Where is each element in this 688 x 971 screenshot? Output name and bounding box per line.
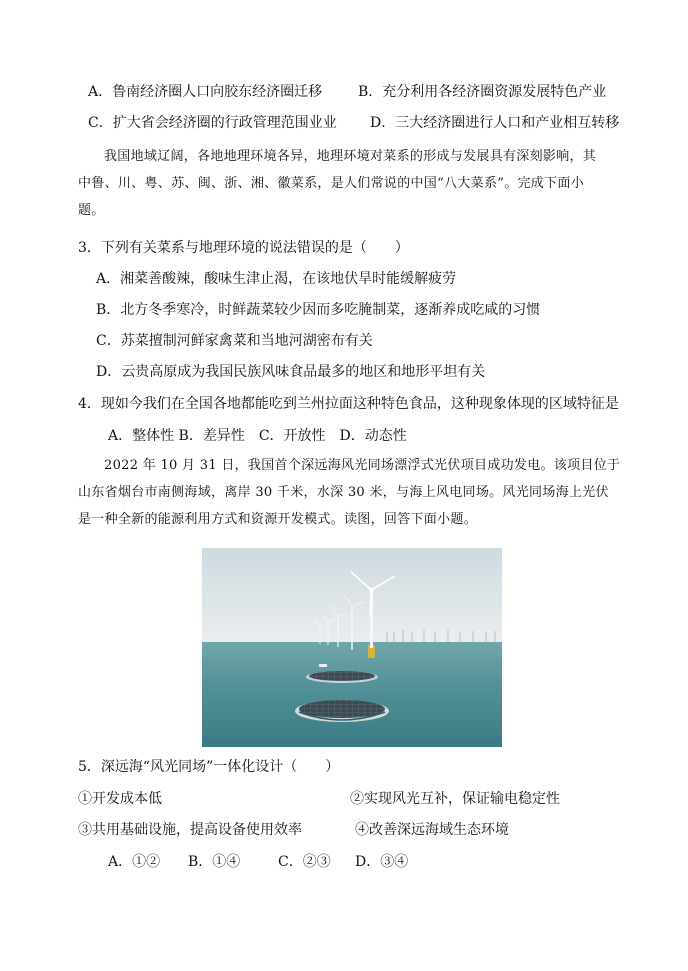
q5-option-c: C．②③ (278, 854, 331, 870)
passage1-line2: 中鲁、川、粤、苏、闽、浙、湘、徽菜系，是人们常说的中国“八大菜系”。完成下面小 (78, 176, 584, 191)
q3-option-c: C．苏菜擅制河鲜家禽菜和当地河湖密布有关 (96, 333, 373, 349)
q5-option-d: D．③④ (355, 854, 409, 870)
q5-option-b: B．①④ (188, 854, 241, 870)
q2-option-a: A．鲁南经济圈人口向胶东经济圈迁移 (88, 84, 323, 100)
q5-item-4: ④改善深远海域生态环境 (355, 822, 509, 838)
q5-stem: 5．深远海“风光同场”一体化设计（ ） (78, 759, 340, 775)
q3-stem: 3．下列有关菜系与地理环境的说法错误的是（ ） (78, 240, 409, 256)
q2-option-d: D．三大经济圈进行人口和产业相互转移 (370, 115, 620, 131)
passage2-line2: 山东省烟台市南侧海域，离岸 30 千米，水深 30 米，与海上风电同场。风光同场海上光伏 (78, 485, 609, 500)
boat (319, 664, 327, 667)
passage1-line1: 我国地域辽阔，各地地理环境各异，地理环境对菜系的形成与发展具有深刻影响，其 (104, 149, 597, 164)
q4-options: A．整体性 B．差异性 C．开放性 D．动态性 (108, 428, 407, 444)
q3-option-a: A．湘菜善酸辣，酸味生津止渴，在该地伏旱时能缓解疲劳 (96, 271, 457, 287)
sea (202, 642, 502, 747)
passage1-line3: 题。 (78, 203, 105, 218)
q4-stem: 4．现如今我们在全国各地都能吃到兰州拉面这种特色食品，这种现象体现的区域特征是 (78, 396, 619, 412)
passage2-line1: 2022 年 10 月 31 日，我国首个深远海风光同场漂浮式光伏项目成功发电。该项目位于 (104, 458, 621, 473)
q5-option-a: A．①② (108, 854, 161, 870)
q5-item-1: ①开发成本低 (78, 791, 162, 807)
q5-item-3: ③共用基础设施，提高设备使用效率 (78, 822, 302, 838)
passage2-line3: 是一种全新的能源利用方式和资源开发模式。读图，回答下面小题。 (78, 512, 478, 527)
q2-option-c: C．扩大省会经济圈的行政管理范围业业 (88, 115, 337, 131)
q3-option-b: B．北方冬季寒冷，时鲜蔬菜较少因而多吃腌制菜，逐渐养成吃咸的习惯 (96, 302, 541, 318)
q5-item-2: ②实现风光互补，保证输电稳定性 (350, 791, 560, 807)
photo-illustration (202, 548, 502, 747)
q3-option-d: D．云贵高原成为我国民族风味食品最多的地区和地形平坦有关 (96, 364, 486, 380)
offshore-wind-solar-photo (202, 548, 502, 747)
q2-option-b: B．充分利用各经济圈资源发展特色产业 (358, 84, 607, 100)
